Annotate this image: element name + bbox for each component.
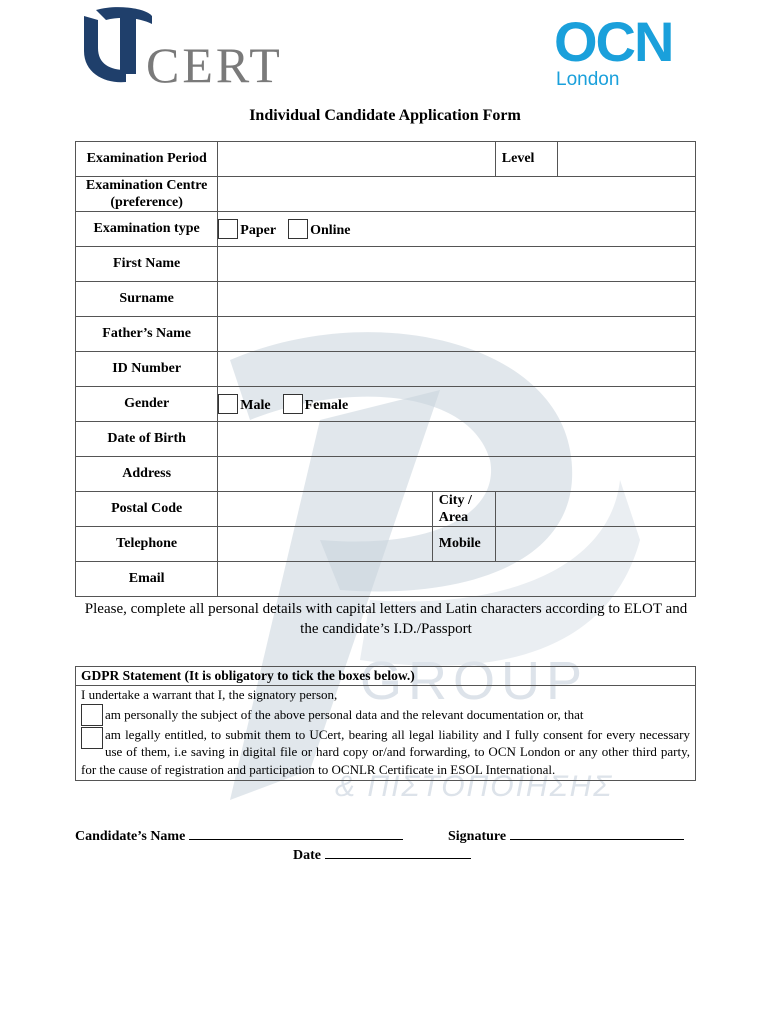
input-level[interactable] bbox=[557, 142, 695, 177]
paper-checkbox[interactable] bbox=[218, 219, 238, 239]
male-checkbox[interactable] bbox=[218, 394, 238, 414]
gender-options bbox=[218, 387, 696, 422]
gdpr-item-1: am personally the subject of the above personal data and the relevant documentation or, that bbox=[105, 706, 584, 722]
paper-label: Paper bbox=[240, 223, 277, 238]
row-gender bbox=[76, 387, 696, 422]
signature-line[interactable] bbox=[510, 826, 684, 840]
examination-type-options bbox=[218, 212, 696, 247]
gdpr-item-2: am legally entitled, to submit them to UCert, bearing all legal liability and I fully consent for every necessary use of them, i.e saving in digital file or hard copy or/and forwarding, to OCN London or any other third party, for the cause of registration and participation to OCNLR Certificate in ESOL International. bbox=[81, 726, 690, 777]
label-address: Address bbox=[76, 457, 218, 492]
ucert-mark-icon bbox=[76, 6, 156, 86]
ucert-wordmark: CERT bbox=[146, 37, 283, 93]
candidate-name-label: Candidate’s Name bbox=[75, 829, 186, 844]
female-label: Female bbox=[304, 398, 349, 413]
input-date-of-birth[interactable] bbox=[218, 422, 696, 457]
watermark-text-group: GROUP bbox=[360, 651, 589, 711]
ocn-wordmark: OCN bbox=[554, 10, 673, 73]
row-address bbox=[76, 457, 696, 492]
gdpr-consent-checkbox-2[interactable] bbox=[81, 727, 103, 749]
label-first-name: First Name bbox=[76, 247, 218, 282]
row-examination-type bbox=[76, 212, 696, 247]
ocn-london-logo bbox=[552, 10, 694, 94]
label-examination-type: Examination type bbox=[76, 212, 218, 247]
input-id-number[interactable] bbox=[218, 352, 696, 387]
instructions-note: Please, complete all personal details with capital letters and Latin characters according to ELOT and the candidate’s I.D./Passport bbox=[84, 601, 688, 637]
gdpr-consent-checkbox-1[interactable] bbox=[81, 704, 103, 726]
input-telephone[interactable] bbox=[218, 527, 432, 562]
male-label: Male bbox=[240, 398, 271, 413]
candidate-name-field bbox=[75, 826, 403, 845]
input-first-name[interactable] bbox=[218, 247, 696, 282]
input-city-area[interactable] bbox=[495, 492, 695, 527]
date-line[interactable] bbox=[325, 845, 471, 859]
label-mobile: Mobile bbox=[432, 527, 495, 562]
label-date-of-birth: Date of Birth bbox=[76, 422, 218, 457]
row-id-number bbox=[76, 352, 696, 387]
gdpr-heading: GDPR Statement (It is obligatory to tick the boxes below.) bbox=[76, 667, 695, 686]
label-gender: Gender bbox=[76, 387, 218, 422]
row-examination-period bbox=[76, 142, 696, 177]
label-level: Level bbox=[495, 142, 557, 177]
online-label: Online bbox=[310, 223, 351, 238]
ocn-london-subtitle: London bbox=[556, 69, 620, 90]
date-label: Date bbox=[293, 848, 321, 863]
label-email: Email bbox=[76, 562, 218, 597]
input-mobile[interactable] bbox=[495, 527, 695, 562]
female-checkbox[interactable] bbox=[283, 394, 303, 414]
input-fathers-name[interactable] bbox=[218, 317, 696, 352]
label-examination-period: Examination Period bbox=[76, 142, 218, 177]
label-fathers-name: Father’s Name bbox=[76, 317, 218, 352]
row-first-name bbox=[76, 247, 696, 282]
label-examination-centre: Examination Centre (preference) bbox=[76, 177, 218, 212]
input-surname[interactable] bbox=[218, 282, 696, 317]
input-email[interactable] bbox=[218, 562, 696, 597]
input-postal-code[interactable] bbox=[218, 492, 432, 527]
label-city-area: City / Area bbox=[432, 492, 495, 527]
gdpr-intro: I undertake a warrant that I, the signatory person, bbox=[81, 687, 338, 702]
form-title: Individual Candidate Application Form bbox=[249, 107, 521, 124]
online-checkbox[interactable] bbox=[288, 219, 308, 239]
ucert-logo bbox=[76, 6, 316, 93]
row-fathers-name bbox=[76, 317, 696, 352]
signature-label: Signature bbox=[448, 829, 507, 844]
row-surname bbox=[76, 282, 696, 317]
label-id-number: ID Number bbox=[76, 352, 218, 387]
row-postal-code bbox=[76, 492, 696, 527]
row-email bbox=[76, 562, 696, 597]
candidate-name-line[interactable] bbox=[189, 826, 403, 840]
signature-field bbox=[448, 826, 684, 845]
gdpr-statement bbox=[75, 666, 696, 781]
application-form-table bbox=[75, 141, 696, 597]
label-telephone: Telephone bbox=[76, 527, 218, 562]
label-surname: Surname bbox=[76, 282, 218, 317]
input-examination-period[interactable] bbox=[218, 142, 495, 177]
date-field bbox=[293, 845, 471, 864]
input-examination-centre[interactable] bbox=[218, 177, 696, 212]
row-examination-centre bbox=[76, 177, 696, 212]
label-postal-code: Postal Code bbox=[76, 492, 218, 527]
input-address[interactable] bbox=[218, 457, 696, 492]
row-date-of-birth bbox=[76, 422, 696, 457]
watermark-text-certification: & ΠΙΣΤΟΠΟΙΗΣΗΣ bbox=[335, 770, 614, 803]
row-telephone bbox=[76, 527, 696, 562]
